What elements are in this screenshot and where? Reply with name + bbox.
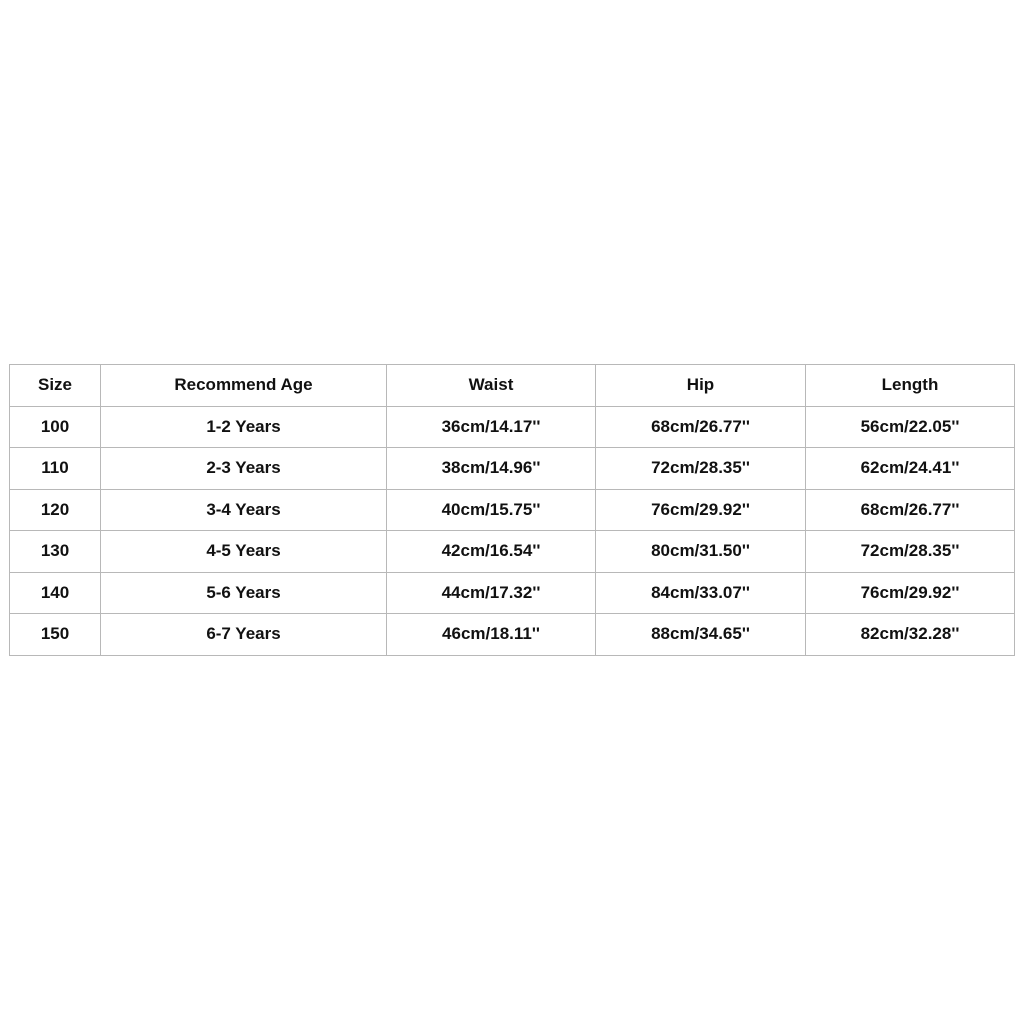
table-header-row	[10, 365, 1015, 407]
cell-age: 1-2 Years	[101, 406, 387, 448]
cell-hip: 76cm/29.92''	[596, 489, 806, 531]
header-length: Length	[806, 365, 1015, 407]
cell-length: 56cm/22.05''	[806, 406, 1015, 448]
table-row	[10, 614, 1015, 656]
cell-age: 3-4 Years	[101, 489, 387, 531]
cell-waist: 38cm/14.96''	[387, 448, 596, 490]
header-size: Size	[10, 365, 101, 407]
table-row	[10, 531, 1015, 573]
cell-length: 72cm/28.35''	[806, 531, 1015, 573]
cell-size: 100	[10, 406, 101, 448]
cell-hip: 68cm/26.77''	[596, 406, 806, 448]
table-row	[10, 448, 1015, 490]
cell-age: 5-6 Years	[101, 572, 387, 614]
cell-waist: 40cm/15.75''	[387, 489, 596, 531]
cell-size: 110	[10, 448, 101, 490]
size-chart-table	[9, 364, 1015, 656]
cell-age: 6-7 Years	[101, 614, 387, 656]
cell-hip: 88cm/34.65''	[596, 614, 806, 656]
cell-length: 82cm/32.28''	[806, 614, 1015, 656]
cell-waist: 36cm/14.17''	[387, 406, 596, 448]
cell-size: 130	[10, 531, 101, 573]
cell-length: 76cm/29.92''	[806, 572, 1015, 614]
header-waist: Waist	[387, 365, 596, 407]
cell-age: 4-5 Years	[101, 531, 387, 573]
cell-length: 68cm/26.77''	[806, 489, 1015, 531]
cell-size: 120	[10, 489, 101, 531]
cell-waist: 44cm/17.32''	[387, 572, 596, 614]
cell-age: 2-3 Years	[101, 448, 387, 490]
cell-waist: 42cm/16.54''	[387, 531, 596, 573]
table-row	[10, 572, 1015, 614]
cell-size: 140	[10, 572, 101, 614]
table-row	[10, 406, 1015, 448]
cell-length: 62cm/24.41''	[806, 448, 1015, 490]
header-recommend-age: Recommend Age	[101, 365, 387, 407]
cell-hip: 72cm/28.35''	[596, 448, 806, 490]
cell-hip: 84cm/33.07''	[596, 572, 806, 614]
table-row	[10, 489, 1015, 531]
cell-size: 150	[10, 614, 101, 656]
cell-waist: 46cm/18.11''	[387, 614, 596, 656]
header-hip: Hip	[596, 365, 806, 407]
cell-hip: 80cm/31.50''	[596, 531, 806, 573]
